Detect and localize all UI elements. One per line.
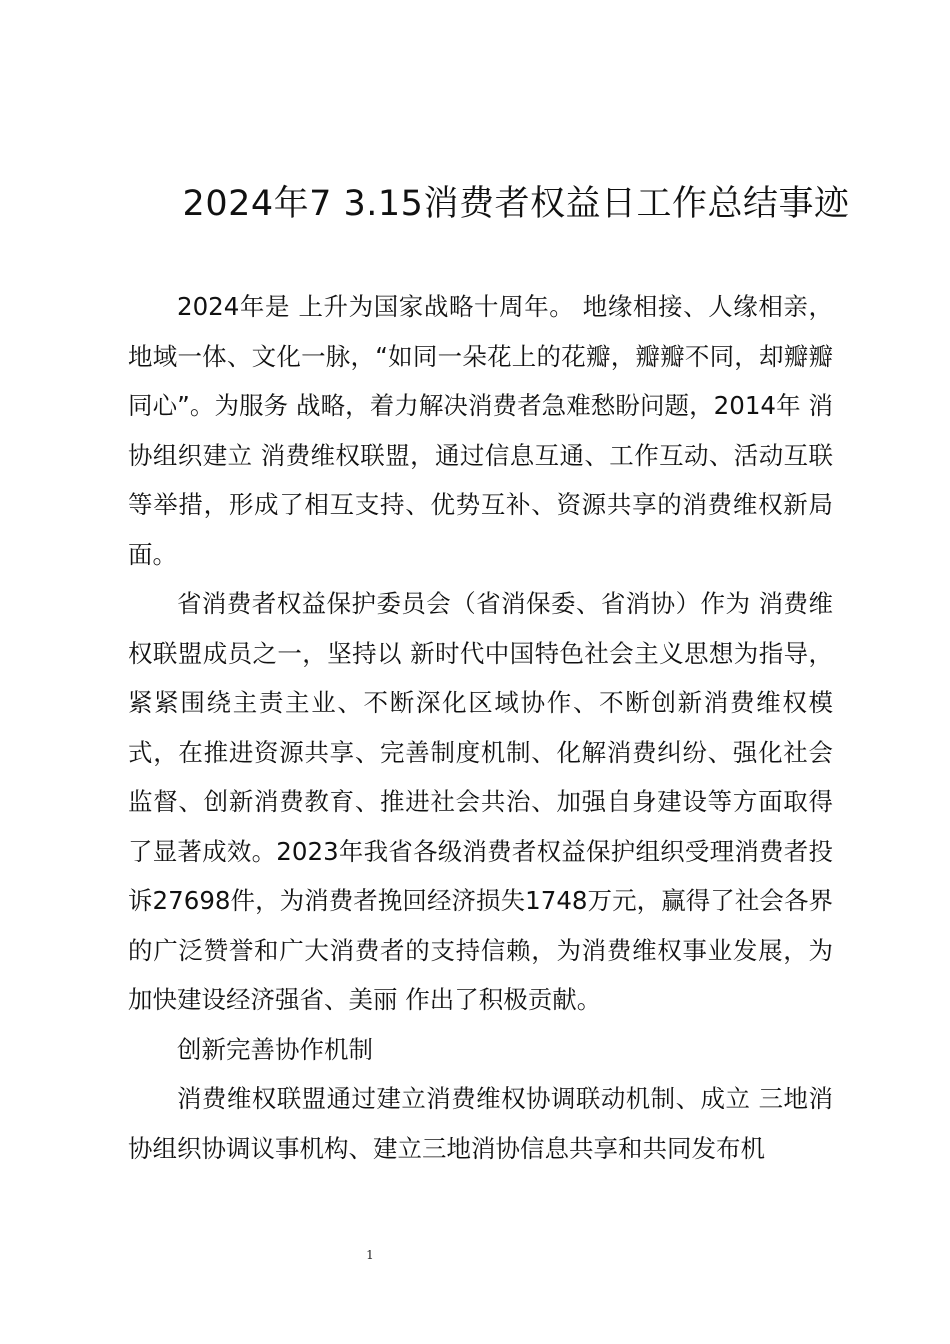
document-body [128,282,833,1173]
page-number: 1 [366,1248,374,1262]
paragraph: 省消费者权益保护委员会（省消保委、省消协）作为 消费维权联盟成员之一，坚持以 新时代中国特色社会主义思想为指导，紧紧围绕主责主业、不断深化区域协作、不断创新消费维权模式，在推进资源共享、完善制度机制、化解消费纠纷、强化社会监督、创新消费教育、推进社会共治、加强自身建设等方面取得了显著成效。2023年我省各级消费者权益保护组织受理消费者投诉27698件，为消费者挽回经济损失1748万元，赢得了社会各界的广泛赞誉和广大消费者的支持信赖，为消费维权事业发展，为加快建设经济强省、美丽 作出了积极贡献。 [128,589,833,1014]
section-heading: 创新完善协作机制 [177,1034,373,1064]
paragraph: 消费维权联盟通过建立消费维权协调联动机制、成立 三地消协组织协调议事机构、建立三地消协信息共享和共同发布机 [128,1084,833,1163]
document-title: 2024年7 3.15消费者权益日工作总结事迹 [182,184,850,224]
paragraph: 2024年是 上升为国家战略十周年。 地缘相接、人缘相亲，地域一体、文化一脉，“如同一朵花上的花瓣，瓣瓣不同，却瓣瓣同心”。为服务 战略，着力解决消费者急难愁盼问题，2014年 消协组织建立 消费维权联盟，通过信息互通、工作互动、活动互联等举措，形成了相互支持、优势互补、资源共享的消费维权新局面。 [128,292,833,569]
